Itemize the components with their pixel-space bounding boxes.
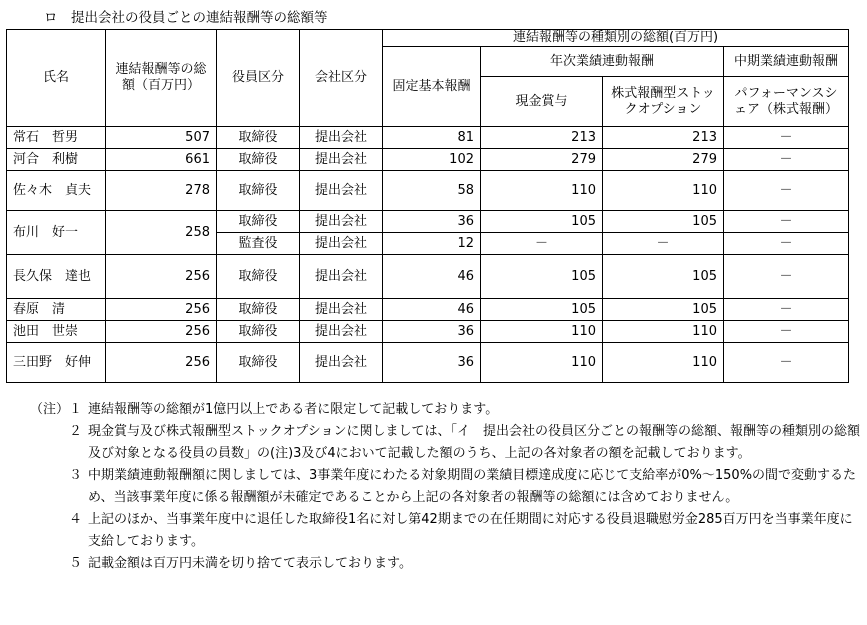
note-item bbox=[0, 421, 860, 465]
header-total: 連結報酬等の総額（百万円） bbox=[106, 30, 217, 127]
cell-total: 256 bbox=[106, 299, 217, 321]
cell-company: 提出会社 bbox=[300, 343, 383, 383]
cell-cash-bonus: 105 bbox=[481, 255, 603, 299]
cell-total: 661 bbox=[106, 149, 217, 171]
cell-officer-type: 取締役 bbox=[217, 127, 300, 149]
cell-company: 提出会社 bbox=[300, 211, 383, 233]
cell-fixed: 46 bbox=[383, 255, 481, 299]
header-company-type: 会社区分 bbox=[300, 30, 383, 127]
note-item bbox=[0, 509, 860, 553]
cell-officer-type: 監査役 bbox=[217, 233, 300, 255]
cell-cash-bonus: 105 bbox=[481, 299, 603, 321]
cell-total: 256 bbox=[106, 321, 217, 343]
cell-officer-type: 取締役 bbox=[217, 343, 300, 383]
cell-cash-bonus: 110 bbox=[481, 171, 603, 211]
header-fixed: 固定基本報酬 bbox=[383, 47, 481, 127]
cell-cash-bonus: 105 bbox=[481, 211, 603, 233]
cell-company: 提出会社 bbox=[300, 149, 383, 171]
cell-company: 提出会社 bbox=[300, 233, 383, 255]
cell-stock-option: 279 bbox=[603, 149, 724, 171]
cell-officer-type: 取締役 bbox=[217, 321, 300, 343]
table-row bbox=[7, 127, 849, 149]
cell-name: 常石 哲男 bbox=[7, 127, 106, 149]
header-cash-bonus: 現金賞与 bbox=[481, 77, 603, 127]
note-item bbox=[0, 399, 860, 421]
cell-officer-type: 取締役 bbox=[217, 149, 300, 171]
cell-name: 長久保 達也 bbox=[7, 255, 106, 299]
note-item bbox=[0, 553, 860, 575]
cell-name: 春原 清 bbox=[7, 299, 106, 321]
cell-cash-bonus: 213 bbox=[481, 127, 603, 149]
section-title: ロ 提出会社の役員ごとの連結報酬等の総額等 bbox=[44, 10, 328, 26]
note-marker: ３ bbox=[68, 468, 82, 483]
note-text: 中期業績連動報酬額に関しましては、3事業年度にわたる対象期間の業績目標達成度に応じて支給率が0%～150%の間で変動するため、当該事業年度に係る報酬額が未確定であることから上記の各対象者の報酬等の総額には含めておりません。 bbox=[88, 468, 857, 505]
cell-performance-share: － bbox=[724, 321, 849, 343]
cell-total: 278 bbox=[106, 171, 217, 211]
cell-stock-option: 105 bbox=[603, 255, 724, 299]
cell-company: 提出会社 bbox=[300, 255, 383, 299]
cell-stock-option: － bbox=[603, 233, 724, 255]
table-row bbox=[7, 343, 849, 383]
cell-fixed: 36 bbox=[383, 211, 481, 233]
cell-total: 256 bbox=[106, 255, 217, 299]
cell-officer-type: 取締役 bbox=[217, 299, 300, 321]
cell-fixed: 12 bbox=[383, 233, 481, 255]
cell-performance-share: － bbox=[724, 127, 849, 149]
note-text: 連結報酬等の総額が1億円以上である者に限定して記載しております。 bbox=[88, 402, 499, 417]
header-annual-group: 年次業績連動報酬 bbox=[481, 47, 724, 77]
cell-stock-option: 110 bbox=[603, 321, 724, 343]
cell-cash-bonus: － bbox=[481, 233, 603, 255]
cell-stock-option: 110 bbox=[603, 343, 724, 383]
cell-total: 258 bbox=[106, 211, 217, 255]
cell-performance-share: － bbox=[724, 255, 849, 299]
cell-officer-type: 取締役 bbox=[217, 255, 300, 299]
table-row bbox=[7, 299, 849, 321]
cell-fixed: 58 bbox=[383, 171, 481, 211]
cell-name: 三田野 好伸 bbox=[7, 343, 106, 383]
cell-name: 河合 利樹 bbox=[7, 149, 106, 171]
cell-stock-option: 110 bbox=[603, 171, 724, 211]
header-breakdown-group: 連結報酬等の種類別の総額(百万円) bbox=[383, 30, 849, 47]
header-mid-group: 中期業績連動報酬 bbox=[724, 47, 849, 77]
cell-name: 布川 好一 bbox=[7, 211, 106, 255]
cell-stock-option: 213 bbox=[603, 127, 724, 149]
cell-fixed: 81 bbox=[383, 127, 481, 149]
cell-stock-option: 105 bbox=[603, 299, 724, 321]
note-text: 現金賞与及び株式報酬型ストックオプションに関しましては、「イ 提出会社の役員区分ごとの報酬等の総額、報酬等の種類別の総額及び対象となる役員の員数」の(注)3及び4において記載した額のうち、上記の各対象者の額を記載しております。 bbox=[88, 424, 860, 461]
note-item bbox=[0, 465, 860, 509]
cell-performance-share: － bbox=[724, 211, 849, 233]
note-marker: ４ bbox=[68, 512, 82, 527]
cell-fixed: 46 bbox=[383, 299, 481, 321]
cell-total: 256 bbox=[106, 343, 217, 383]
notes-section bbox=[0, 399, 860, 575]
cell-total: 507 bbox=[106, 127, 217, 149]
cell-performance-share: － bbox=[724, 299, 849, 321]
cell-stock-option: 105 bbox=[603, 211, 724, 233]
cell-cash-bonus: 110 bbox=[481, 343, 603, 383]
cell-name: 池田 世崇 bbox=[7, 321, 106, 343]
table-row bbox=[7, 149, 849, 171]
header-name: 氏名 bbox=[7, 30, 106, 127]
cell-cash-bonus: 110 bbox=[481, 321, 603, 343]
cell-performance-share: － bbox=[724, 343, 849, 383]
table-row bbox=[7, 321, 849, 343]
note-text: 記載金額は百万円未満を切り捨てて表示しております。 bbox=[88, 556, 412, 571]
cell-fixed: 36 bbox=[383, 321, 481, 343]
cell-performance-share: － bbox=[724, 233, 849, 255]
cell-officer-type: 取締役 bbox=[217, 211, 300, 233]
header-officer-type: 役員区分 bbox=[217, 30, 300, 127]
table-row bbox=[7, 255, 849, 299]
header-performance-share: パフォーマンスシェア（株式報酬） bbox=[724, 77, 849, 127]
cell-fixed: 102 bbox=[383, 149, 481, 171]
note-text: 上記のほか、当事業年度中に退任した取締役1名に対し第42期までの在任期間に対応する役員退職慰労金285百万円を当事業年度に支給しております。 bbox=[88, 512, 853, 549]
cell-company: 提出会社 bbox=[300, 321, 383, 343]
cell-officer-type: 取締役 bbox=[217, 171, 300, 211]
header-stock-option: 株式報酬型ストックオプション bbox=[603, 77, 724, 127]
table-row bbox=[7, 171, 849, 211]
cell-performance-share: － bbox=[724, 149, 849, 171]
cell-company: 提出会社 bbox=[300, 171, 383, 211]
cell-fixed: 36 bbox=[383, 343, 481, 383]
cell-company: 提出会社 bbox=[300, 127, 383, 149]
note-marker: （注）１ bbox=[29, 402, 82, 417]
cell-cash-bonus: 279 bbox=[481, 149, 603, 171]
note-marker: ２ bbox=[68, 424, 82, 439]
cell-name: 佐々木 貞夫 bbox=[7, 171, 106, 211]
note-marker: ５ bbox=[68, 556, 82, 571]
cell-company: 提出会社 bbox=[300, 299, 383, 321]
compensation-table bbox=[6, 29, 849, 383]
cell-performance-share: － bbox=[724, 171, 849, 211]
table-row bbox=[7, 211, 849, 233]
